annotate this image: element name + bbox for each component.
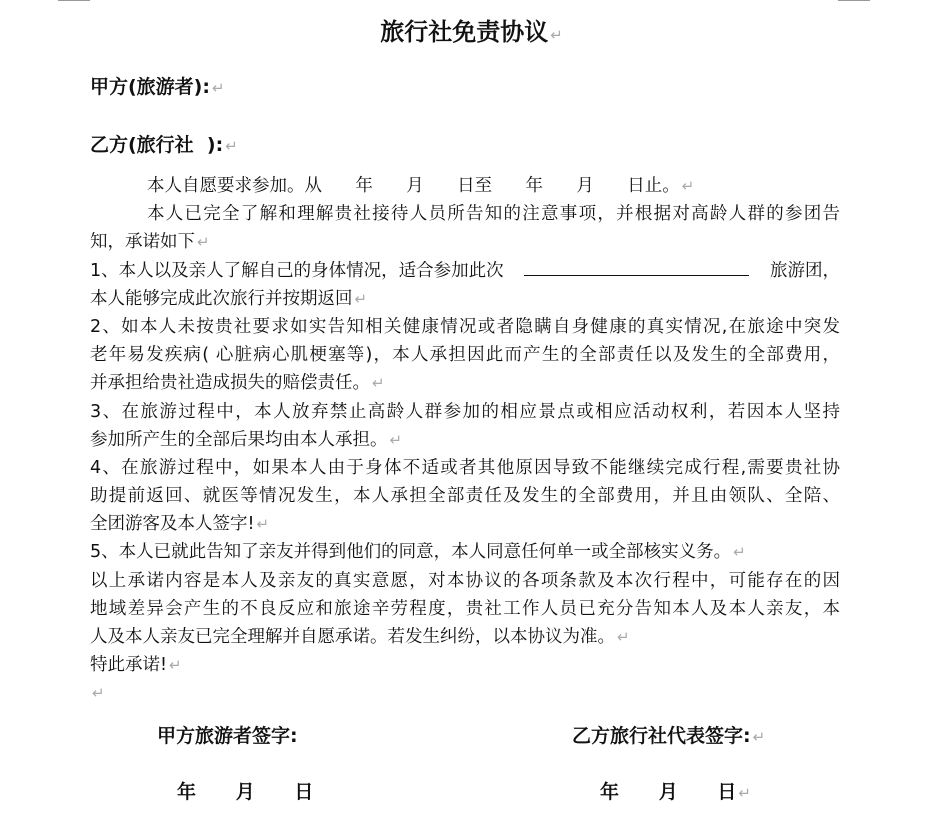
document-title bbox=[0, 12, 943, 47]
line-text: 5、本人已就此告知了亲友并得到他们的同意，本人同意任何单一或全部核实义务。 bbox=[90, 542, 732, 563]
text-line bbox=[90, 426, 840, 454]
party-a-signature-label: 甲方旅游者签字: bbox=[157, 725, 298, 747]
paragraph-mark-icon: ↵ bbox=[738, 784, 751, 802]
text-line: 老年易发疾病( 心脏病心肌梗塞等)，本人承担因此而产生的全部责任以及发生的全部费用， bbox=[90, 345, 840, 366]
text-line: 4、在旅游过程中，如果本人由于身体不适或者其他原因导致不能继续完成行程,需要贵社协 bbox=[90, 457, 840, 478]
text-line: 地域差异会产生的不良反应和旅途辛劳程度，贵社工作人员已充分告知本人及本人亲友，本 bbox=[90, 598, 840, 619]
line-text: 特此承诺! bbox=[90, 655, 168, 676]
text-line bbox=[90, 228, 840, 256]
text-line bbox=[90, 651, 840, 679]
line-text: 全团游客及本人签字! bbox=[90, 514, 255, 535]
party-b-text: 乙方(旅行社 ): bbox=[90, 134, 224, 156]
page-corner-mark bbox=[58, 0, 90, 1]
paragraph-mark-icon: ↵ bbox=[752, 728, 766, 746]
fill-in-blank[interactable] bbox=[524, 257, 749, 276]
paragraph-mark-icon: ↵ bbox=[617, 628, 630, 646]
text-line bbox=[90, 510, 840, 538]
text-line: 以上承诺内容是本人及亲友的真实意愿，对本协议的各项条款及本次行程中，可能存在的因 bbox=[90, 570, 840, 591]
party-a-text: 甲方(旅游者): bbox=[90, 76, 210, 98]
text-line bbox=[90, 172, 840, 200]
paragraph-mark-icon: ↵ bbox=[354, 289, 368, 308]
party-a-date: 年 月 日 bbox=[177, 781, 314, 803]
text-line: 3、在旅游过程中，本人放弃禁止高龄人群参加的相应景点或相应活动权利，若因本人坚持 bbox=[90, 401, 840, 422]
line-text: 本人自愿要求参加。从 年 月 日至 年 月 日止。 bbox=[147, 176, 680, 196]
page-corner-mark bbox=[838, 0, 870, 1]
line-text: 参加所产生的全部后果均由本人承担。 bbox=[90, 429, 388, 450]
line-text: 并承担给贵社造成损失的赔偿责任。 bbox=[90, 373, 370, 394]
paragraph-mark-icon: ↵ bbox=[681, 177, 695, 195]
party-b-label bbox=[90, 130, 238, 157]
line-text: 知，承诺如下 bbox=[90, 232, 195, 253]
party-b-signature-label bbox=[572, 721, 765, 748]
text-line: 助提前返回、就医等情况发生，本人承担全部责任及发生的全部费用，并且由领队、全陪、 bbox=[90, 486, 840, 507]
signature-b-text: 乙方旅行社代表签字: bbox=[572, 725, 751, 747]
text-line bbox=[90, 538, 840, 566]
paragraph-mark-icon: ↵ bbox=[550, 26, 563, 44]
document-body bbox=[90, 172, 840, 708]
paragraph-mark-icon: ↵ bbox=[389, 430, 403, 449]
text-line bbox=[90, 369, 840, 397]
paragraph-mark-icon: ↵ bbox=[256, 515, 270, 534]
party-a-label bbox=[90, 72, 225, 99]
text-line: 本人已完全了解和理解贵社接待人员所告知的注意事项，并根据对高龄人群的参团告 bbox=[147, 204, 840, 225]
paragraph-mark-icon: ↵ bbox=[169, 656, 182, 675]
paragraph-mark-icon: ↵ bbox=[211, 79, 225, 97]
line-text: 本人能够完成此次旅行并按期返回 bbox=[90, 288, 353, 309]
party-b-date bbox=[600, 777, 751, 804]
text-line bbox=[90, 257, 840, 285]
line-text: 1、本人以及亲人了解自己的身体情况，适合参加此次 bbox=[90, 260, 504, 281]
text-line: 2、如本人未按贵社要求如实告知相关健康情况或者隐瞒自身健康的真实情况,在旅途中突发 bbox=[90, 316, 840, 337]
empty-line bbox=[90, 679, 840, 707]
line-text: 人及本人亲友已完全理解并自愿承诺。若发生纠纷，以本协议为准。 bbox=[90, 627, 615, 647]
paragraph-mark-icon: ↵ bbox=[197, 233, 210, 252]
text-line bbox=[90, 285, 840, 313]
date-b-text: 年 月 日 bbox=[600, 781, 737, 803]
text-line bbox=[90, 623, 840, 651]
paragraph-mark-icon: ↵ bbox=[225, 137, 238, 155]
line-text: 旅游团， bbox=[769, 260, 840, 281]
paragraph-mark-icon: ↵ bbox=[372, 374, 385, 393]
paragraph-mark-icon: ↵ bbox=[733, 543, 746, 562]
title-text: 旅行社免责协议 bbox=[380, 18, 549, 46]
paragraph-mark-icon: ↵ bbox=[92, 684, 105, 703]
